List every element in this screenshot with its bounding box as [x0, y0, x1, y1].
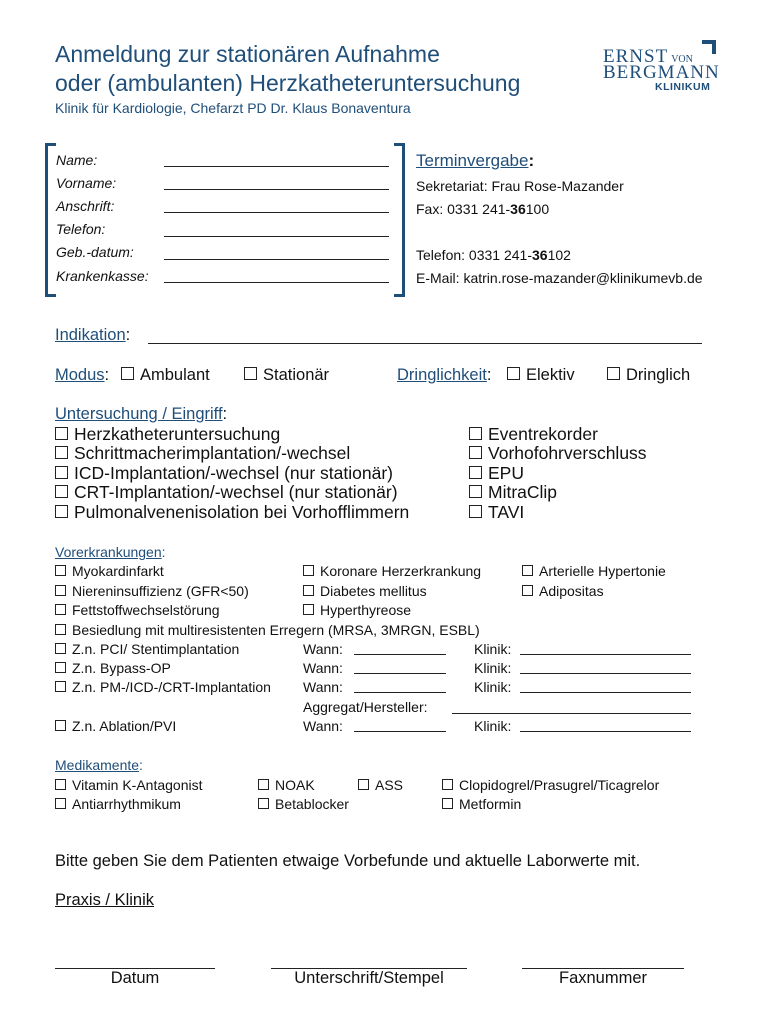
aggregat-label: Aggregat/Hersteller:	[303, 699, 428, 715]
diabetes-checkbox[interactable]: Diabetes mellitus	[303, 583, 427, 599]
indikation-field[interactable]	[148, 343, 702, 344]
bypass-wann-field[interactable]	[354, 673, 446, 674]
praxis-klinik-label: Praxis / Klinik	[55, 891, 155, 909]
checkbox-icon	[55, 662, 66, 673]
page-subtitle: Klinik für Kardiologie, Chefarzt PD Dr. Klaus Bonaventura	[55, 100, 411, 116]
myokardinfarkt-checkbox[interactable]: Myokardinfarkt	[55, 563, 164, 579]
gebdatum-label: Geb.-datum:	[56, 244, 134, 260]
logo-bergmann: BERGMANN	[603, 62, 720, 83]
telefon-label: Telefon:	[56, 221, 106, 237]
untersuchung-label: Untersuchung / Eingriff:	[55, 405, 228, 423]
checkbox-icon	[522, 565, 533, 576]
anschrift-label: Anschrift:	[56, 198, 115, 214]
untersuchung-right-4[interactable]: TAVI	[469, 502, 524, 523]
checkbox-icon	[55, 446, 68, 459]
fettstoff-checkbox[interactable]: Fettstoffwechselstörung	[55, 602, 220, 618]
vorerkrankungen-label: Vorerkrankungen:	[55, 544, 166, 560]
adipositas-checkbox[interactable]: Adipositas	[522, 583, 604, 599]
pm-klinik-label: Klinik:	[474, 679, 512, 695]
page-title-line2: oder (ambulanten) Herzkatheteruntersuchung	[55, 70, 521, 96]
logo-ernst: ERNST	[603, 46, 669, 67]
hyperthyreose-checkbox[interactable]: Hyperthyreose	[303, 602, 411, 618]
indikation-label: Indikation:	[55, 326, 131, 344]
pci-wann-field[interactable]	[354, 654, 446, 655]
ablation-wann-label: Wann:	[303, 718, 343, 734]
left-bracket	[45, 143, 56, 297]
checkbox-icon	[469, 485, 482, 498]
checkbox-icon	[303, 604, 314, 615]
termin-telefon: Telefon: 0331 241-36102	[416, 247, 571, 263]
checkbox-icon	[442, 798, 453, 809]
checkbox-icon	[469, 427, 482, 440]
checkbox-icon	[258, 779, 269, 790]
untersuchung-left-3[interactable]: CRT-Implantation/-wechsel (nur stationär)	[55, 482, 398, 503]
krankenkasse-field[interactable]	[164, 282, 389, 283]
vorname-label: Vorname:	[56, 175, 117, 191]
checkbox-icon	[522, 585, 533, 596]
ablation-klinik-label: Klinik:	[474, 718, 512, 734]
pm-wann-field[interactable]	[354, 692, 446, 693]
bypass-klinik-field[interactable]	[520, 673, 691, 674]
medikamente-label: Medikamente:	[55, 757, 143, 773]
gebdatum-field[interactable]	[164, 259, 389, 260]
checkbox-icon	[303, 565, 314, 576]
checkbox-icon	[55, 681, 66, 692]
checkbox-icon	[607, 367, 620, 380]
dringlichkeit-label: Dringlichkeit:	[397, 366, 492, 384]
ablation-wann-field[interactable]	[354, 731, 446, 732]
aggregat-field[interactable]	[452, 713, 691, 714]
checkbox-icon	[121, 367, 134, 380]
ablation-checkbox[interactable]: Z.n. Ablation/PVI	[55, 718, 176, 734]
untersuchung-left-0[interactable]: Herzkatheteruntersuchung	[55, 424, 280, 445]
anschrift-field[interactable]	[164, 212, 389, 213]
pci-checkbox[interactable]: Z.n. PCI/ Stentimplantation	[55, 641, 239, 657]
checkbox-icon	[55, 565, 66, 576]
dringlich-checkbox[interactable]: Dringlich	[607, 366, 690, 385]
logo-corner-mark	[702, 40, 716, 54]
ambulant-checkbox[interactable]: Ambulant	[121, 366, 210, 385]
checkbox-icon	[55, 624, 66, 635]
pci-wann-label: Wann:	[303, 641, 343, 657]
noak-checkbox[interactable]: NOAK	[258, 777, 315, 793]
bypass-checkbox[interactable]: Z.n. Bypass-OP	[55, 660, 171, 676]
page-title-line1: Anmeldung zur stationären Aufnahme	[55, 41, 440, 67]
antiarrhythmikum-checkbox[interactable]: Antiarrhythmikum	[55, 796, 181, 812]
termin-heading: Terminvergabe:	[416, 151, 535, 170]
vorname-field[interactable]	[164, 189, 389, 190]
checkbox-icon	[303, 585, 314, 596]
untersuchung-left-2[interactable]: ICD-Implantation/-wechsel (nur stationär)	[55, 463, 393, 484]
koronare-checkbox[interactable]: Koronare Herzerkrankung	[303, 563, 481, 579]
checkbox-icon	[244, 367, 257, 380]
checkbox-icon	[507, 367, 520, 380]
name-label: Name:	[56, 152, 98, 168]
untersuchung-right-2[interactable]: EPU	[469, 463, 524, 484]
pci-klinik-label: Klinik:	[474, 641, 512, 657]
checkbox-icon	[358, 779, 369, 790]
betablocker-checkbox[interactable]: Betablocker	[258, 796, 349, 812]
untersuchung-left-4[interactable]: Pulmonalvenenisolation bei Vorhofflimmern	[55, 502, 409, 523]
checkbox-icon	[442, 779, 453, 790]
ass-checkbox[interactable]: ASS	[358, 777, 403, 793]
checkbox-icon	[55, 798, 66, 809]
pm-checkbox[interactable]: Z.n. PM-/ICD-/CRT-Implantation	[55, 679, 271, 695]
krankenkasse-label: Krankenkasse:	[56, 268, 149, 284]
bypass-klinik-label: Klinik:	[474, 660, 512, 676]
pm-klinik-field[interactable]	[520, 692, 691, 693]
metformin-checkbox[interactable]: Metformin	[442, 796, 521, 812]
checkbox-icon	[469, 466, 482, 479]
termin-email: E-Mail: katrin.rose-mazander@klinikumevb.de	[416, 270, 703, 286]
checkbox-icon	[258, 798, 269, 809]
vka-checkbox[interactable]: Vitamin K-Antagonist	[55, 777, 202, 793]
checkbox-icon	[55, 427, 68, 440]
hypertonie-checkbox[interactable]: Arterielle Hypertonie	[522, 563, 666, 579]
checkbox-icon	[469, 505, 482, 518]
untersuchung-right-3[interactable]: MitraClip	[469, 482, 557, 503]
untersuchung-left-1[interactable]: Schrittmacherimplantation/-wechsel	[55, 443, 350, 464]
checkbox-icon	[55, 779, 66, 790]
checkbox-icon	[55, 604, 66, 615]
untersuchung-right-1[interactable]: Vorhofohrverschluss	[469, 443, 647, 464]
logo-von: VON	[671, 54, 693, 65]
pci-klinik-field[interactable]	[520, 654, 691, 655]
checkbox-icon	[55, 643, 66, 654]
right-bracket	[394, 143, 405, 297]
checkbox-icon	[55, 720, 66, 731]
vorbefunde-note: Bitte geben Sie dem Patienten etwaige Vorbefunde und aktuelle Laborwerte mit.	[55, 852, 641, 870]
checkbox-icon	[55, 505, 68, 518]
checkbox-icon	[55, 466, 68, 479]
checkbox-icon	[469, 446, 482, 459]
clopidogrel-checkbox[interactable]: Clopidogrel/Prasugrel/Ticagrelor	[442, 777, 659, 793]
checkbox-icon	[55, 485, 68, 498]
unterschrift-label: Unterschrift/Stempel	[294, 969, 444, 987]
bypass-wann-label: Wann:	[303, 660, 343, 676]
niereninsuffizienz-checkbox[interactable]: Niereninsuffizienz (GFR<50)	[55, 583, 249, 599]
untersuchung-right-0[interactable]: Eventrekorder	[469, 424, 598, 445]
besiedlung-checkbox[interactable]: Besiedlung mit multiresistenten Erregern (MRSA, 3MRGN, ESBL)	[55, 622, 480, 638]
ablation-klinik-field[interactable]	[520, 731, 691, 732]
termin-sekretariat: Sekretariat: Frau Rose-Mazander	[416, 178, 624, 194]
stationaer-checkbox[interactable]: Stationär	[244, 366, 329, 385]
modus-label: Modus:	[55, 366, 110, 384]
telefon-field[interactable]	[164, 236, 389, 237]
datum-label: Datum	[110, 969, 160, 987]
checkbox-icon	[55, 585, 66, 596]
pm-wann-label: Wann:	[303, 679, 343, 695]
elektiv-checkbox[interactable]: Elektiv	[507, 366, 575, 385]
faxnummer-label: Faxnummer	[558, 969, 648, 987]
termin-fax: Fax: 0331 241-36100	[416, 201, 550, 217]
logo-klinikum: KLINIKUM	[655, 81, 711, 93]
name-field[interactable]	[164, 166, 389, 167]
